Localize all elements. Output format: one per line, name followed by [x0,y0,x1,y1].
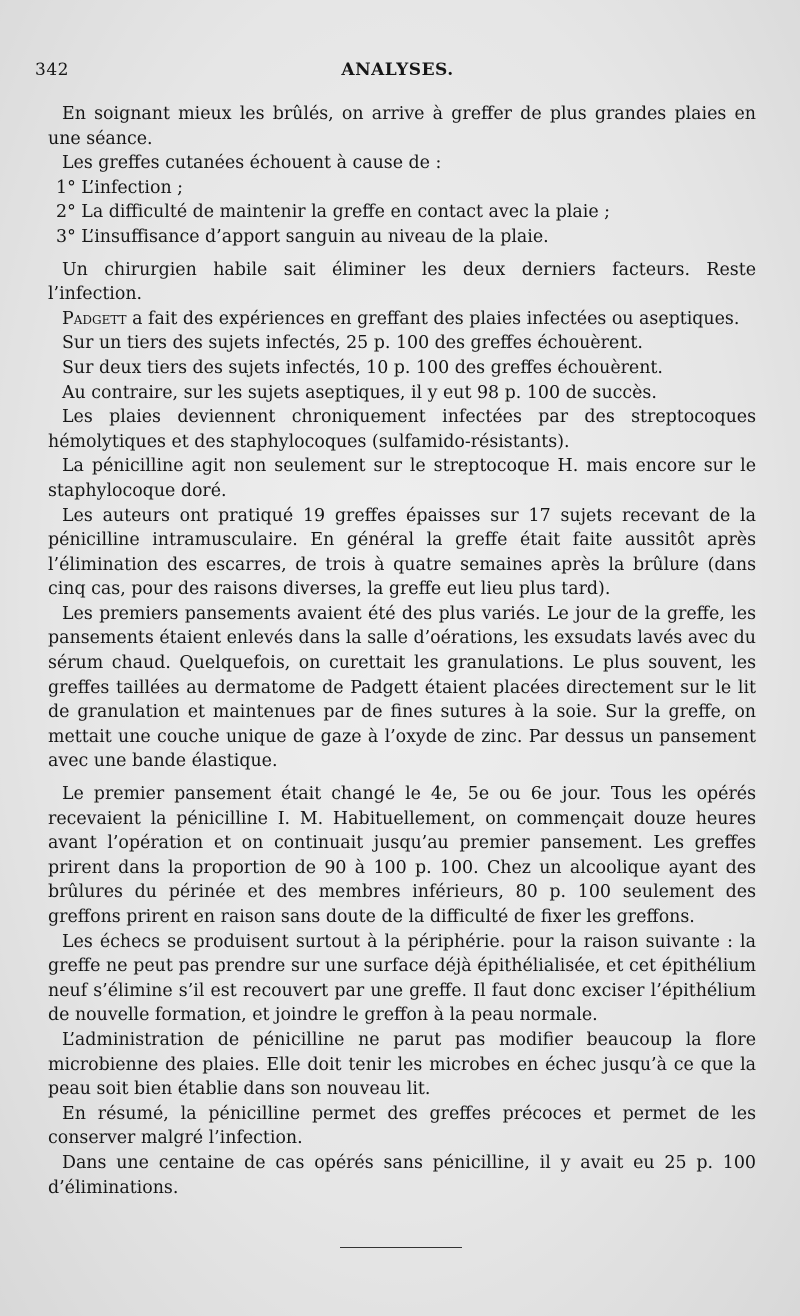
paragraph [48,151,756,176]
paragraph [48,602,756,774]
paragraph [48,225,756,250]
paragraph [48,176,756,201]
paragraph-text: En résumé, la pénicilline permet des greffes précoces et permet de les conserver malgré l’infection. [48,1103,756,1149]
page-number: 342 [35,60,69,80]
article-body [48,102,756,1200]
end-rule [340,1247,462,1248]
running-title: ANALYSES. [341,60,454,80]
paragraph [48,1028,756,1102]
paragraph-text: Un chirurgien habile sait éliminer les deux derniers facteurs. Reste l’infection. [48,259,756,305]
paragraph [48,1102,756,1151]
paragraph-text: En soignant mieux les brûlés, on arrive à greffer de plus grandes plaies en une séance. [48,104,756,149]
paragraph-text: 3° L’insuffisance d’apport sanguin au niveau de la plaie. [56,226,549,247]
paragraph-text: a fait des expériences en greffant des plaies infectées ou aseptiques. [126,308,740,329]
paragraph [48,381,756,406]
paragraph [48,930,756,1028]
paragraph-text: Dans une centaine de cas opérés sans pénicilline, il y avait eu 25 p. 100 d’éliminations. [48,1152,756,1198]
paragraph [48,405,756,454]
paragraph [48,200,756,225]
author-name: Padgett [62,308,127,329]
paragraph [48,504,756,602]
paragraph [48,1151,756,1200]
paragraph [48,782,756,930]
paragraph-text: L’administration de pénicilline ne parut pas modifier beaucoup la flore microbienne des plaies. Elle doit tenir les microbes en échec jusqu’à ce que la peau soit bien établie dans son nouveau lit. [48,1029,756,1100]
paragraph-text: La pénicilline agit non seulement sur le streptocoque H. mais encore sur le staphylocoque doré. [48,456,756,501]
paragraph-text: Les premiers pansements avaient été des plus variés. Le jour de la greffe, les pansements étaient enlevés dans la salle d’oérations, les exsudats lavés avec du sérum chaud. Quelquefois, on curettait les granulations. Le plus souvent, les greffes taillées au dermatome de Padgett étaient placées directement sur le lit de granulation et maintenues par de fines sutures à la soie. Sur la greffe, on mettait une couche unique de gaze à l’oxyde de zinc. Par dessus un pansement avec une bande élastique. [48,603,756,772]
paragraph-text: 2° La difficulté de maintenir la greffe en contact avec la plaie ; [56,202,611,223]
paragraph-text: Le premier pansement était changé le 4e, 5e ou 6e jour. Tous les opérés recevaient la pénicilline I. M. Habituellement, on commençait douze heures avant l’opération et on continuait jusqu’au premier pansement. Les greffes prirent dans la proportion de 90 à 100 p. 100. Chez un alcoolique ayant des brûlures du périnée et des membres inférieurs, 80 p. 100 seulement des greffons prirent en raison sans doute de la difficulté de fixer les greffons. [48,784,756,927]
paragraph-text: 1° L’infection ; [56,177,184,198]
paragraph [48,307,756,332]
paragraph-text: Les auteurs ont pratiqué 19 greffes épaisses sur 17 sujets recevant de la pénicilline intramusculaire. En général la greffe était faite aussitôt après l’élimination des escarres, de trois à quatre semaines après la brûlure (dans cinq cas, pour des raisons diverses, la greffe eut lieu plus tard). [48,505,756,600]
paragraph-text: Sur deux tiers des sujets infectés, 10 p. 100 des greffes échouèrent. [62,357,663,378]
paragraph [48,258,756,307]
paragraph [48,454,756,503]
paragraph [48,102,756,151]
paragraph-text: Les échecs se produisent surtout à la périphérie. pour la raison suivante : la greffe ne peut pas prendre sur une surface déjà épithélialisée, et cet épithélium neuf s’élimine s’il est recouvert par une greffe. Il faut donc exciser l’épithélium de nouvelle formation, et joindre le greffon à la peau normale. [48,931,756,1026]
page-header [35,60,760,90]
paragraph-text: Les plaies deviennent chroniquement infectées par des streptocoques hémolytiques et des staphylocoques (sulfamido-résistants). [48,407,756,452]
paragraph [48,356,756,381]
paragraph-text: Les greffes cutanées échouent à cause de : [62,153,442,174]
paragraph-text: Au contraire, sur les sujets aseptiques, il y eut 98 p. 100 de succès. [62,382,657,403]
paragraph [48,331,756,356]
paragraph-text: Sur un tiers des sujets infectés, 25 p. 100 des greffes échouèrent. [62,333,643,354]
